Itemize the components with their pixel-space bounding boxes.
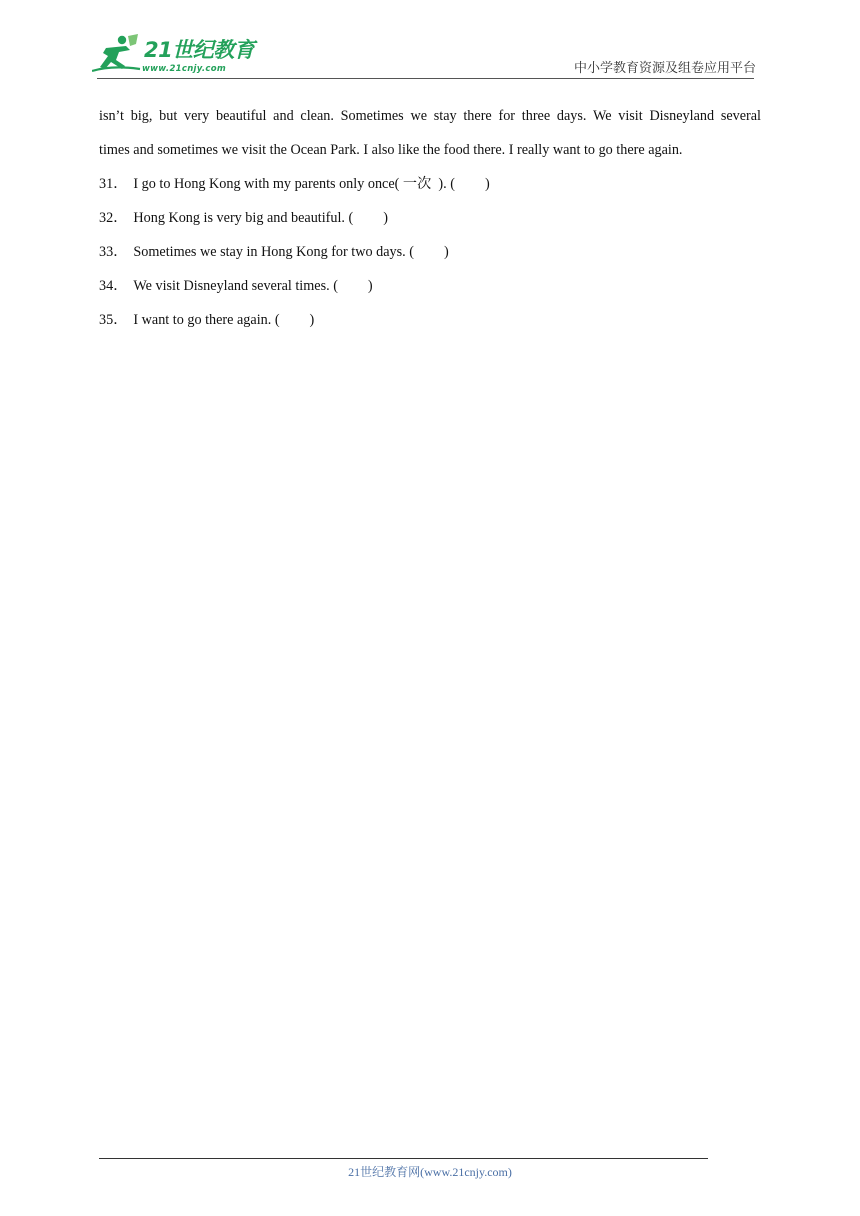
question-number: 31． — [99, 176, 128, 192]
answer-close-paren: ) — [484, 176, 490, 192]
question-item — [99, 269, 761, 303]
question-text: Sometimes we stay in Hong Kong for two days. ( — [133, 244, 414, 260]
question-number: 34． — [99, 278, 128, 294]
question-item — [99, 303, 761, 337]
site-logo — [92, 34, 262, 76]
platform-title: 中小学教育资源及组卷应用平台 — [573, 60, 756, 75]
question-text: I want to go there again. ( — [133, 312, 280, 328]
question-item — [99, 167, 761, 201]
question-item — [99, 235, 761, 269]
answer-close-paren: ) — [443, 244, 449, 260]
question-text: We visit Disneyland several times. ( — [133, 278, 338, 294]
header-divider — [97, 78, 754, 79]
footer-link[interactable]: 21世纪教育网(www.21cnjy.com) — [348, 1165, 512, 1179]
question-text-after: ). ( — [438, 176, 455, 192]
reading-passage — [99, 99, 761, 167]
logo-url-text: www.21cnjy.com — [142, 64, 226, 74]
question-text: I go to Hong Kong with my parents only once( — [133, 176, 400, 192]
main-content — [99, 99, 761, 337]
passage-line: isn’t big, but very beautiful and clean. Sometimes we stay there for three days. We visit Disneyland several — [99, 108, 761, 124]
question-item — [99, 201, 761, 235]
answer-close-paren: ) — [367, 278, 373, 294]
question-number: 32． — [99, 210, 128, 226]
logo-brand-text: 21世纪教育 — [144, 38, 255, 62]
question-number: 35． — [99, 312, 128, 328]
passage-line: times and sometimes we visit the Ocean Park. I also like the food there. I really want to go there again. — [99, 142, 683, 158]
chinese-gloss: 一次 — [402, 176, 432, 192]
runner-logo-icon — [92, 34, 142, 74]
answer-close-paren: ) — [383, 210, 388, 226]
answer-close-paren: ) — [309, 312, 315, 328]
question-number: 33． — [99, 244, 128, 260]
question-text: Hong Kong is very big and beautiful. ( — [133, 210, 354, 226]
page-header — [0, 0, 860, 80]
footer-divider — [99, 1158, 708, 1159]
